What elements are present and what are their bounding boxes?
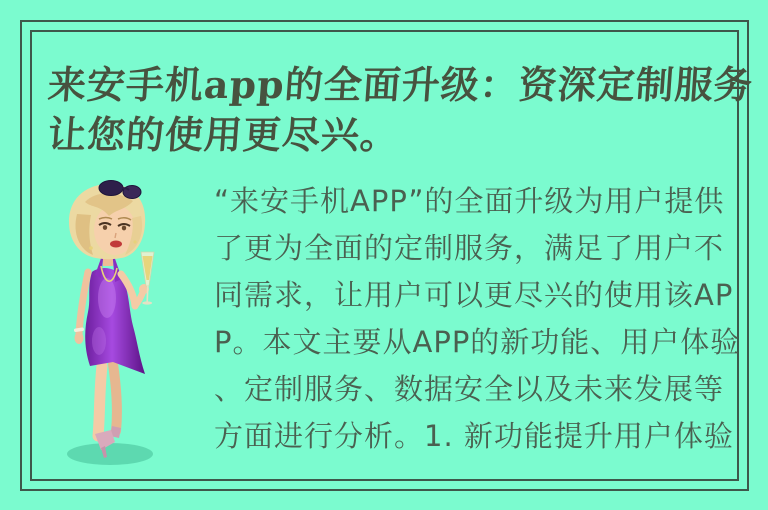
article-title — [46, 60, 755, 160]
woman-illustration-svg — [55, 176, 167, 468]
body-text-line: 了更为全面的定制服务，满足了用户不 — [214, 231, 725, 265]
legs — [98, 364, 117, 436]
body-text-line: 方面进行分析。1. 新功能提升用户体验 — [214, 419, 734, 453]
ground-shadow — [67, 443, 153, 465]
body-text-line: 同需求，让用户可以更尽兴的使用该AP — [214, 278, 734, 312]
article-body — [214, 178, 748, 460]
article-title-line-1: 来安手机app的全面升级：资深定制服务 — [46, 62, 755, 107]
article-title-line-2: 让您的使用更尽兴。 — [46, 112, 401, 157]
body-text-line: “来安手机APP”的全面升级为用户提供 — [214, 184, 725, 218]
body-text-line: P。本文主要从APP的新功能、用户体验 — [214, 325, 741, 359]
body-text-line: 、定制服务、数据安全以及未来发展等 — [214, 372, 725, 406]
woman-illustration — [55, 176, 167, 468]
purple-dress — [85, 250, 145, 374]
